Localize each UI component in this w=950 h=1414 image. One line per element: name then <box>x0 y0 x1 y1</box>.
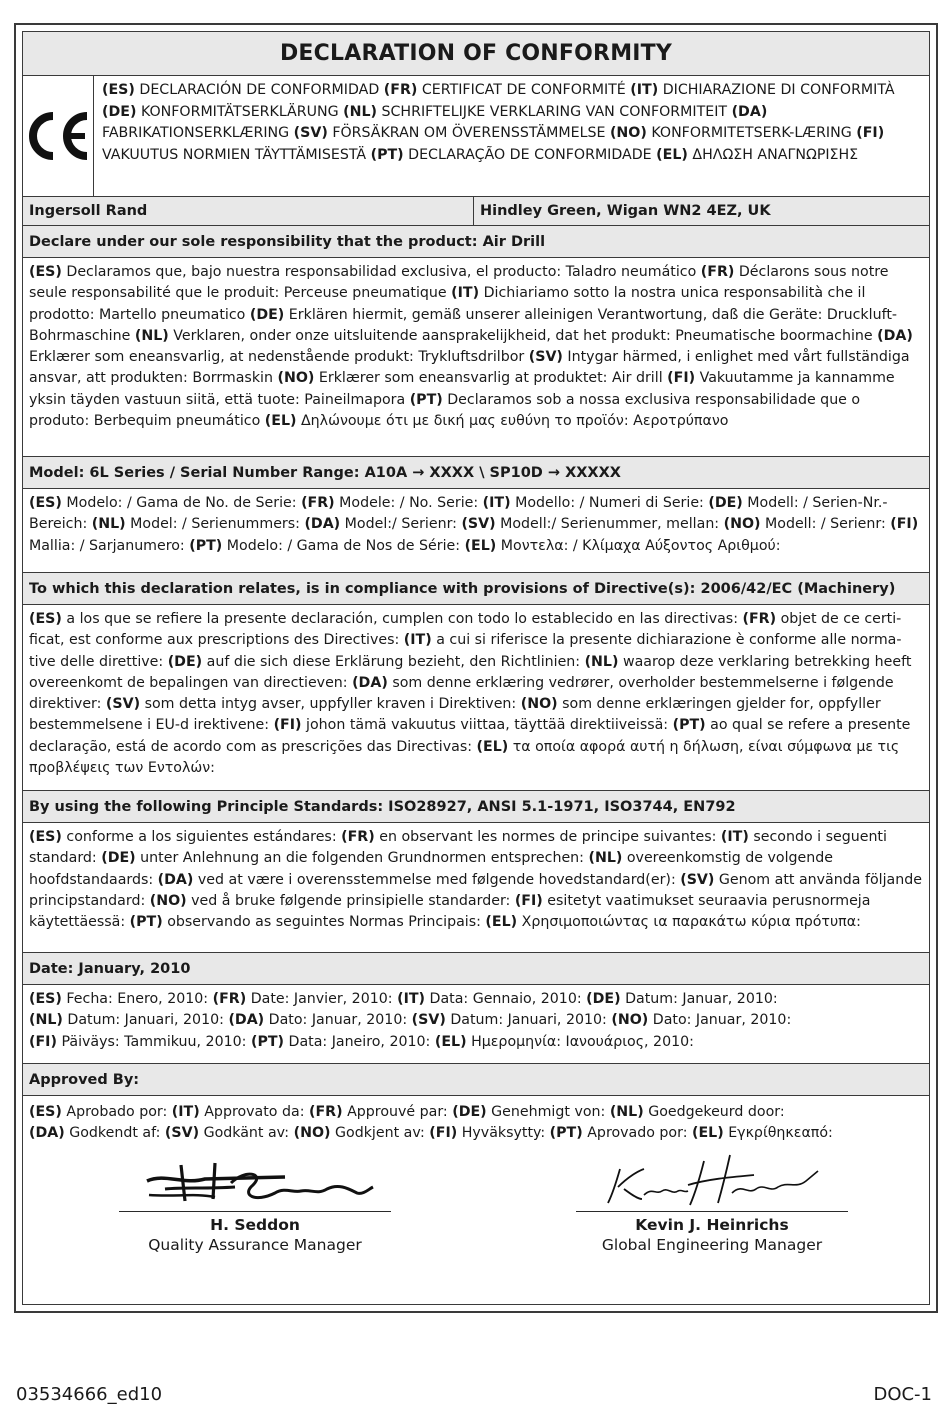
model-body <box>23 489 929 573</box>
signature-heinrichs <box>592 1151 832 1209</box>
language-code: (SV) <box>105 696 141 713</box>
language-code: (NO) <box>611 1012 649 1029</box>
translation-text: Déclarons sous notre seule responsabilité que le produit: Perceuse pneumatique <box>29 264 889 302</box>
signatory-2-role: Global Engineering Manager <box>601 1235 823 1254</box>
translation-text: Vakuutamme ja kannamme yksin täyden vastuun siitä, että tuote: Paineilmapora <box>29 370 895 408</box>
date-heading: Date: January, 2010 <box>23 953 929 985</box>
document-number: 03534666_ed10 <box>16 1384 163 1405</box>
language-code: (SV) <box>461 516 496 533</box>
language-code: (DE) <box>708 495 743 511</box>
approved-heading: Approved By: <box>23 1064 929 1096</box>
translation-text: Modele: / No. Serie: <box>334 495 483 511</box>
translation-text: en observant les normes de principe suivantes: <box>374 829 721 845</box>
language-code: (NL) <box>588 850 623 867</box>
language-code: (ES) <box>29 1104 62 1120</box>
translation-text: Data: Gennaio, 2010: <box>425 991 587 1007</box>
translation-text: Intygar härmed, i enlighet med vårt fullständiga ansvar, att produkten: Borrmaskin <box>29 349 910 387</box>
translation-text: Modelo: / Gama de No. de Serie: <box>61 495 302 511</box>
translation-text: Godkendt af: <box>64 1125 165 1142</box>
language-code: (IT) <box>397 991 426 1007</box>
signatory-1-name: H. Seddon <box>210 1215 300 1234</box>
language-code: (SV) <box>528 349 563 366</box>
translation-text: Erklären hiermit, gemäß unserer alleinigen Verantwortung, daß die Geräte: Druckluft-Bohrmaschine <box>29 306 897 344</box>
language-code: (PT) <box>409 391 443 408</box>
language-code: (DA) <box>157 871 194 888</box>
language-code: (NO) <box>149 892 187 909</box>
directive-body <box>23 605 929 791</box>
translation-text: Modell:/ Serienummer, mellan: <box>495 516 724 533</box>
language-code: (NL) <box>134 327 169 344</box>
translation-text: secondo i seguenti standard: <box>29 829 887 867</box>
language-code: (ES) <box>29 264 62 280</box>
language-code: (EL) <box>485 914 518 931</box>
signature-line-2 <box>576 1211 848 1212</box>
translation-text: Model: / Serienummers: <box>125 516 305 533</box>
language-code: (FI) <box>856 125 885 141</box>
translation-text: Datum: Januar, 2010: <box>620 991 778 1007</box>
language-code: (DA) <box>304 516 341 533</box>
standards-heading: By using the following Principle Standards: ISO28927, ANSI 5.1-1971, ISO3744, EN792 <box>23 791 929 823</box>
language-code: (EL) <box>656 146 688 163</box>
translation-text: ao qual se refere a presente declaração, está de acordo com as prescrições das Directivas: <box>29 717 911 755</box>
language-code: (FI) <box>429 1125 458 1142</box>
standards-body <box>23 823 929 953</box>
translation-text: conforme a los siguientes estándares: <box>61 829 342 845</box>
language-code: (NL) <box>584 653 619 670</box>
language-code: (ES) <box>29 495 62 511</box>
translation-text: esitetyt vaatimukset seuraavia perusnormeja käytettäessä: <box>29 892 871 931</box>
translation-text: Mallia: / Sarjanumero: <box>29 537 190 554</box>
translation-text: Modell: / Serienr: <box>760 516 891 533</box>
translation-text: Approuvé par: <box>342 1104 453 1120</box>
translation-text: ΔΗΛΩΣΗ ΑΝΑΓΝΩΡΙΣΗΣ <box>687 146 859 163</box>
translation-text: Date: Janvier, 2010: <box>246 991 398 1007</box>
translation-text: observando as seguintes Normas Principais: <box>162 914 486 931</box>
translation-text: Godkjent av: <box>330 1125 430 1142</box>
language-code: (SV) <box>293 125 328 141</box>
language-code: (DE) <box>102 103 137 120</box>
text-line <box>29 989 923 1010</box>
language-code: (NO) <box>277 370 315 387</box>
language-code: (FI) <box>29 1033 57 1050</box>
language-code: (IT) <box>720 829 749 845</box>
date-body <box>23 985 929 1064</box>
company-name: Ingersoll Rand <box>23 197 474 225</box>
translation-text: Genehmigt von: <box>486 1104 610 1120</box>
language-code: (FR) <box>742 611 777 627</box>
translation-text: Χρησιμοποιώντας ια παρακάτω κύρια πρότυπα: <box>517 914 861 931</box>
language-code: (FI) <box>514 892 543 909</box>
language-code: (FR) <box>301 495 335 511</box>
approved-body <box>23 1096 929 1145</box>
language-code: (IT) <box>403 632 432 649</box>
declaration-frame <box>14 23 938 1313</box>
translation-text: Goedgekeurd door: <box>643 1104 785 1120</box>
language-code: (PT) <box>129 914 163 931</box>
signature-block-1 <box>119 1159 391 1254</box>
declare-heading: Declare under our sole responsibility that the product: Air Drill <box>23 226 929 258</box>
language-code: (DA) <box>731 103 768 120</box>
translation-text: som denne erklæring vedrører, overholder bestemmelserne i følgende direktiver: <box>29 674 894 713</box>
translation-text: Model:/ Serienr: <box>340 516 462 533</box>
translation-text: som detta intyg avser, uppfyller kraven i Direktiven: <box>140 696 521 713</box>
language-code: (DA) <box>29 1125 65 1142</box>
translation-text: Erklærer som eneansvarlig at produktet: Air drill <box>314 370 668 387</box>
translation-text: ved å bruke følgende prinsipielle standarder: <box>186 892 515 909</box>
translation-text: ved at være i overensstemmelse med følgende hovedstandard(er): <box>193 871 681 888</box>
language-code: (ES) <box>29 991 62 1007</box>
translation-text: Εγκρίθηκεαπό: <box>723 1125 833 1142</box>
directive-heading: To which this declaration relates, is in compliance with provisions of Directive(s): 2006/42/EC (Machinery) <box>23 573 929 605</box>
translation-text: FÖRSÄKRAN OM ÖVERENSSTÄMMELSE <box>327 125 610 141</box>
signature-seddon <box>135 1159 375 1209</box>
translation-text: Dichiariamo sotto la nostra unica responsabilità che il prodotto: Martello pneumatico <box>29 285 866 323</box>
language-code: (SV) <box>164 1125 200 1142</box>
translation-text: Declaramos que, bajo nuestra responsabilidad exclusiva, el producto: Taladro neumático <box>61 264 701 280</box>
translation-text: Päiväys: Tammikuu, 2010: <box>56 1033 251 1050</box>
language-code: (DA) <box>228 1012 265 1029</box>
translation-text: CERTIFICAT DE CONFORMITÉ <box>417 82 631 98</box>
translation-text: Modell: / Serien-Nr.-Bereich: <box>29 495 888 533</box>
language-code: (NL) <box>343 103 378 120</box>
translation-text: Μοντελα: / Κλίμαχα Αύξοντος Αριθμού: <box>496 537 781 554</box>
declare-body <box>23 258 929 457</box>
translation-text: Godkänt av: <box>199 1125 294 1142</box>
language-code: (DE) <box>167 653 203 670</box>
text-line <box>29 1032 923 1053</box>
translation-text: SCHRIFTELIJKE VERKLARING VAN CONFORMITEIT <box>377 103 732 120</box>
language-code: (SV) <box>680 871 715 888</box>
language-code: (FI) <box>273 717 302 734</box>
translation-text: KONFORMITÄTSERKLÄRUNG <box>136 103 344 120</box>
translation-text: KONFORMITETSERK-LÆRING <box>646 125 857 141</box>
signatory-2-name: Kevin J. Heinrichs <box>635 1215 789 1234</box>
translation-text: Hyväksytty: <box>457 1125 550 1142</box>
company-row <box>23 197 929 226</box>
language-code: (IT) <box>171 1104 200 1120</box>
model-heading: Model: 6L Series / Serial Number Range: A10A → XXXX \ SP10D → XXXXX <box>23 457 929 489</box>
translation-text: Ημερομηνία: Ιανουάριος, 2010: <box>466 1033 694 1050</box>
language-code: (PT) <box>189 537 223 554</box>
language-code: (ES) <box>29 829 62 845</box>
language-code: (NL) <box>29 1012 63 1029</box>
language-code: (DA) <box>877 327 913 344</box>
translation-text: auf die sich diese Erklärung bezieht, den Richtlinien: <box>202 653 585 670</box>
company-address: Hindley Green, Wigan WN2 4EZ, UK <box>480 203 771 219</box>
language-code: (FI) <box>667 370 696 387</box>
language-code: (FI) <box>890 516 919 533</box>
ce-row <box>23 76 929 197</box>
translation-text: DECLARAÇÃO DE CONFORMIDADE <box>403 146 657 163</box>
language-code: (NO) <box>520 696 558 713</box>
language-code: (NO) <box>293 1125 331 1142</box>
language-code: (DE) <box>249 306 285 323</box>
translation-text: DICHIARAZIONE DI CONFORMITÀ <box>658 82 895 98</box>
language-code: (EL) <box>264 413 297 430</box>
signatory-1-role: Quality Assurance Manager <box>148 1235 362 1254</box>
language-code: (FR) <box>308 1104 343 1120</box>
translation-text: a los que se refiere la presente declaración, cumplen con todo lo establecido en las directivas: <box>61 611 743 627</box>
language-code: (NO) <box>723 516 761 533</box>
translation-text: Dato: Januar, 2010: <box>264 1012 412 1029</box>
translation-text: FABRIKATIONSERKLÆRING <box>102 125 294 141</box>
ce-mark-logo <box>23 110 93 162</box>
document-code: DOC-1 <box>873 1384 932 1405</box>
language-code: (FR) <box>383 82 418 98</box>
language-code: (NO) <box>609 125 647 141</box>
page-title: DECLARATION OF CONFORMITY <box>23 32 929 76</box>
translation-text: unter Anlehnung an die folgenden Grundnormen entsprechen: <box>135 850 589 867</box>
translation-text: Modelo: / Gama de Nos de Série: <box>222 537 465 554</box>
language-code: (EL) <box>476 738 509 755</box>
translation-text: Datum: Januari, 2010: <box>445 1012 612 1029</box>
translation-text: Δηλώνουμε ότι με δική μας ευθύνη το προϊόν: Αεροτρύπανο <box>296 413 729 430</box>
signatures-area <box>23 1145 929 1295</box>
language-code: (SV) <box>411 1012 446 1029</box>
language-code: (PT) <box>370 146 404 163</box>
text-line <box>29 1102 923 1123</box>
language-code: (EL) <box>434 1033 467 1050</box>
translation-text: som denne erklæringen gjelder for, oppfyller bestemmelsene i EU-d irektivene: <box>29 696 881 734</box>
translation-text: VAKUUTUS NORMIEN TÄYTTÄMISESTÄ <box>102 146 371 163</box>
translation-text: τα οποία αφορά αυτή η δήλωση, είναι σύμφωνα με τις προβλέψεις των Εντολών: <box>29 738 900 777</box>
translation-text: Modello: / Numeri di Serie: <box>510 495 709 511</box>
language-code: (DA) <box>352 674 388 691</box>
translation-text: Datum: Januari, 2010: <box>62 1012 229 1029</box>
signature-block-2 <box>576 1151 848 1254</box>
language-code: (FR) <box>341 829 375 845</box>
language-code: (IT) <box>630 82 659 98</box>
ce-mark-cell <box>23 76 94 196</box>
translation-text: Approvato da: <box>199 1104 309 1120</box>
translation-text: Fecha: Enero, 2010: <box>61 991 213 1007</box>
language-code: (FR) <box>700 264 735 280</box>
language-code: (NL) <box>91 516 126 533</box>
translation-text: Erklærer som eneansvarlig, at nedenstående produkt: Trykluftsdrilbor <box>29 349 529 366</box>
translation-text: Data: Janeiro, 2010: <box>284 1033 435 1050</box>
language-code: (IT) <box>451 285 480 302</box>
language-code: (NL) <box>609 1104 644 1120</box>
declaration-table <box>22 31 930 1305</box>
text-line <box>29 1010 923 1031</box>
translation-text: Declaramos sob a nossa exclusiva responsabilidade que o produto: Berbequim pneumático <box>29 391 861 430</box>
translation-text: DECLARACIÓN DE CONFORMIDAD <box>134 82 384 98</box>
translation-text: Dato: Januar, 2010: <box>648 1012 792 1029</box>
translation-text: Verklaren, onder onze uitsluitende aansprakelijkheid, dat het produkt: Pneumatische boormachine <box>168 327 878 344</box>
language-code: (EL) <box>692 1125 724 1142</box>
language-code: (DE) <box>101 850 136 867</box>
language-code: (EL) <box>464 537 497 554</box>
translations-intro <box>94 76 929 196</box>
language-code: (FR) <box>212 991 247 1007</box>
translation-text: Aprobado por: <box>61 1104 172 1120</box>
language-code: (ES) <box>102 82 135 98</box>
language-code: (ES) <box>29 611 62 627</box>
translation-text: overeenkomstig de volgende hoofdstandaards: <box>29 850 833 888</box>
language-code: (PT) <box>672 717 706 734</box>
translation-text: objet de ce certi-ficat, est conforme aux prescriptions des Directives: <box>29 611 902 649</box>
translation-text: a cui si riferisce la presente dichiarazione è conforme alle norma-tive delle direttive: <box>29 632 902 670</box>
language-code: (IT) <box>482 495 511 511</box>
language-code: (PT) <box>250 1033 285 1050</box>
translation-text: Aprovado por: <box>582 1125 692 1142</box>
language-code: (DE) <box>452 1104 487 1120</box>
language-code: (DE) <box>586 991 621 1007</box>
signature-line-1 <box>119 1211 391 1212</box>
translation-text: waarop deze verklaring betrekking heeft overeenkomt de bepalingen van directieven: <box>29 653 912 691</box>
language-code: (PT) <box>549 1125 583 1142</box>
text-line <box>29 1123 923 1144</box>
translation-text: Genom att använda följande principstandard: <box>29 871 922 909</box>
translation-text: johon tämä vakuutus viittaa, täyttää direktiiveissä: <box>301 717 673 734</box>
